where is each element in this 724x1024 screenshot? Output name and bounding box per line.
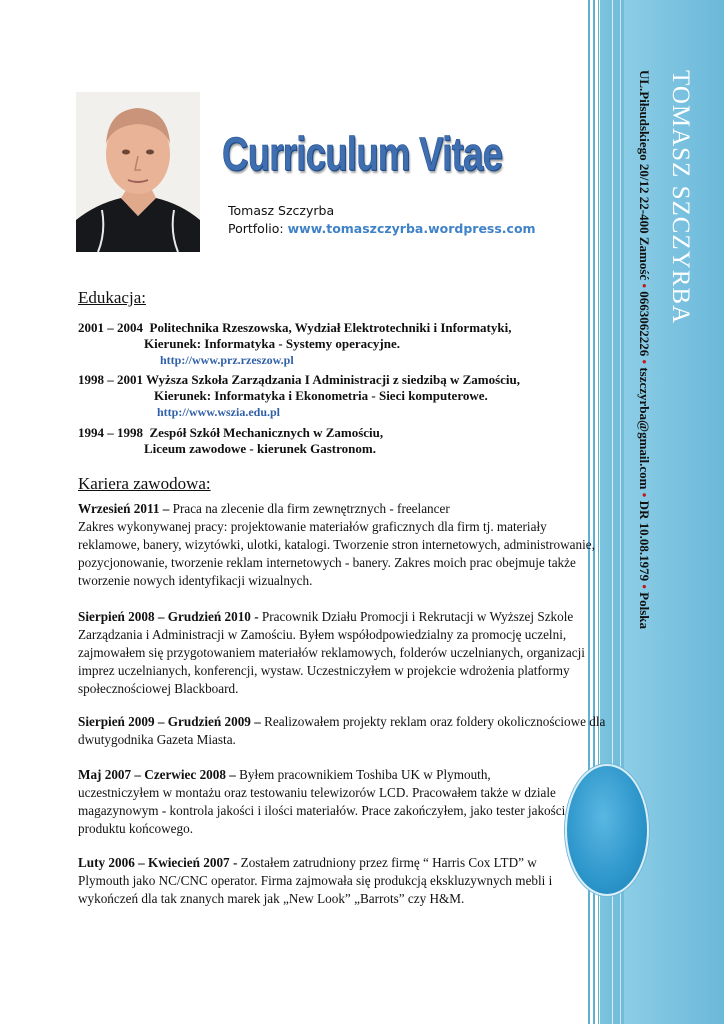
career-description: Zostałem zatrudniony przez firmę “ Harris Cox LTD” w Plymouth jako NC/CNC operator. Firma zajmowała się produkcją ekskluzywnych mebli i wykończeń dla tak znanych marek jak „New Look” „Barrots” czy H&M. (78, 855, 553, 906)
career-title: Praca na zlecenie dla firm zewnętrznych - freelancer (172, 501, 450, 516)
education-link[interactable]: http://www.wszia.edu.pl (157, 405, 281, 419)
career-period: Sierpień 2009 – Grudzień 2009 – (78, 714, 261, 729)
sidebar-name: TOMASZ SZCZYRBA (667, 70, 694, 325)
education-years: 2001 – 2004 (78, 320, 143, 335)
address: UL.Piłsudskiego 20/12 22-400 Zamość (637, 70, 652, 281)
phone: 0663062226 (637, 291, 652, 357)
country: Polska (637, 592, 652, 630)
separator-dot: • (637, 359, 652, 365)
education-link[interactable]: http://www.prz.rzeszow.pl (160, 353, 294, 367)
portfolio-line (228, 221, 536, 236)
sidebar-contact-line (636, 70, 652, 629)
education-years: 1998 – 2001 (78, 372, 143, 387)
education-field: Kierunek: Informatyka i Ekonometria - Sieci komputerowe. (154, 388, 488, 403)
education-item (78, 320, 511, 368)
separator-dot: • (637, 283, 652, 288)
career-description: Byłem pracownikiem Toshiba UK w Plymouth, uczestniczyłem w montażu oraz testowaniu telewizorów LCD. Pracowałem także w dziale magazynowym - kontrola jakości i ilości materiałów. Prace zakończyłem, jako tester jakości produktu końcowego. (78, 767, 566, 836)
career-item (78, 608, 606, 698)
career-item (78, 766, 568, 838)
education-school: Wyższa Szkoła Zarządzania I Administracji z siedzibą w Zamościu, (146, 372, 521, 387)
portfolio-link[interactable]: www.tomaszczyrba.wordpress.com (287, 221, 536, 236)
date-of-birth: DR 10.08.1979 (637, 500, 652, 582)
career-description: Pracownik Działu Promocji i Rekrutacji w Wyższej Szkole Zarządzania i Administracji w Zamościu. Byłem współodpowiedzialny za promocję uczelni, zajmowałem się przygotowaniem materiałów reklamowych, folderów uczelnianych, organizacji imprez uczelnianych, konferencji, wystaw. Uczestniczyłem w projekcie wdrożenia platformy społecznościowej Blackboard. (78, 609, 585, 696)
career-period: Wrzesień 2011 – (78, 501, 170, 516)
education-school: Zespół Szkół Mechanicznych w Zamościu, (149, 425, 384, 440)
education-field: Liceum zawodowe - kierunek Gastronom. (144, 441, 376, 456)
career-item (78, 713, 606, 749)
education-heading: Edukacja: (78, 288, 146, 307)
header-name: Tomasz Szczyrba (228, 203, 335, 218)
career-heading: Kariera zawodowa: (78, 474, 211, 493)
education-years: 1994 – 1998 (78, 425, 143, 440)
career-item (78, 500, 606, 590)
career-description: Realizowałem projekty reklam oraz foldery okolicznościowe dla dwutygodnika Gazeta Miasta. (78, 714, 606, 747)
decorative-oval (565, 764, 649, 896)
sidebar-contact (636, 70, 696, 750)
separator-dot: • (637, 584, 652, 589)
career-period: Luty 2006 – Kwiecień 2007 - (78, 855, 238, 870)
career-description: Zakres wykonywanej pracy: projektowanie materiałów graficznych dla firm tj. materiały reklamowe, banery, wizytówki, ulotki, katalogi. Tworzenie stron internetowych, administrowanie, pozycjonowanie, tworzenie reklam internetowych - banery. Zakres moich prac obejmuje także tworzenie nowych identyfikacji wizualnych. (78, 519, 595, 588)
career-period: Maj 2007 – Czerwiec 2008 – (78, 767, 236, 782)
portfolio-label: Portfolio: (228, 221, 284, 236)
career-period: Sierpień 2008 – Grudzień 2010 - (78, 609, 259, 624)
education-item (78, 425, 383, 457)
education-field: Kierunek: Informatyka - Systemy operacyjne. (144, 336, 400, 351)
separator-dot: • (637, 492, 652, 498)
education-school: Politechnika Rzeszowska, Wydział Elektrotechniki i Informatyki, (149, 320, 512, 335)
email[interactable]: tszczyrba@gmail.com (637, 367, 652, 490)
page-title: Curriculum Vitae (222, 127, 503, 180)
career-item (78, 854, 558, 908)
education-item (78, 372, 520, 420)
profile-photo (76, 92, 200, 252)
